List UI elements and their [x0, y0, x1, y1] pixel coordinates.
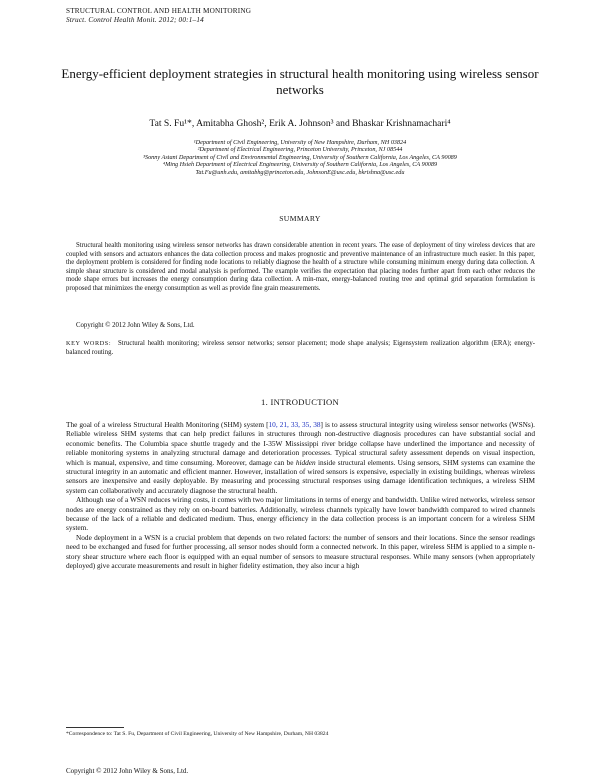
- journal-citation: Struct. Control Health Monit. 2012; 00:1–14: [66, 16, 204, 24]
- summary-heading: SUMMARY: [279, 214, 321, 223]
- paragraph-3: Node deployment in a WSN is a crucial problem that depends on two related factors: the number of sensors and their locations. Since the sensor readings need to be exchanged and fused for further processing, all sensor nodes should form a connected network. In this paper, wireless SHM is applied to a simple n-story shear structure where each floor is equipped with an equal number of sensors to measure structural responses. While many sensors (when appropriately deployed) give accurate measurements and result in higher fidelity estimation, they also incur a high: [66, 532, 535, 571]
- p1-text-b: ] is to assess structural integrity using wireless sensor networks (WSNs). Reliable wireless SHM systems that can help predict failures in structures through non-destructive diagnosis procedures can have substantial social and economic benefits. The Columbia space shuttle tragedy and the I-35W Mississippi river bridge collapse have underlined the importance and necessity of reliable monitoring systems in analyzing structural damage and deterioration processes. Typical structural safety assessment depends on visual inspection, which is manual, expensive, and time consuming. Moreover, damage can be: [66, 420, 535, 467]
- p1-emphasis: hidden: [295, 457, 316, 467]
- introduction-body: [66, 420, 535, 571]
- keywords: [66, 339, 535, 357]
- affiliations: [60, 139, 540, 176]
- author-emails: Tat.Fu@unh.edu, amitabhg@princeton.edu, JohnsonE@usc.edu, bkrishna@usc.edu: [195, 168, 405, 176]
- affiliation-4: ⁴Ming Hsieh Department of Electrical Engineering, University of Southern California, Los Angeles, CA 90089: [162, 161, 438, 169]
- keywords-label: KEY WORDS:: [66, 340, 112, 347]
- journal-header: [66, 7, 251, 24]
- p1-text-a: The goal of a wireless Structural Health Monitoring (SHM) system [: [66, 420, 269, 429]
- keywords-text: Structural health monitoring; wireless sensor networks; sensor placement; mode shape analysis; Eigensystem realization algorithm (ERA); energy-balanced routing.: [66, 340, 535, 357]
- citation-links[interactable]: 10, 21, 33, 35, 38: [268, 420, 321, 429]
- page-copyright: Copyright © 2012 John Wiley & Sons, Ltd.: [66, 767, 189, 775]
- paragraph-1: [66, 420, 535, 495]
- abstract-copyright: Copyright © 2012 John Wiley & Sons, Ltd.: [76, 322, 195, 329]
- affiliation-2: ²Department of Electrical Engineering, Princeton University, Princeton, NJ 08544: [197, 146, 403, 154]
- paper-title: Energy-efficient deployment strategies in structural health monitoring using wireless sensor networks: [61, 66, 539, 97]
- section-heading-introduction: 1. INTRODUCTION: [260, 397, 340, 407]
- abstract-text: Structural health monitoring using wireless sensor networks has drawn considerable attention in recent years. The ease of deployment of tiny wireless devices that are coupled with sensors and actuators enhances the data collection process and makes prognostic and preventive maintenance of an infrastructure much easier. In this paper, the deployment problem is considered for finding node locations to reliably diagnose the health of a structure while consuming minimum energy during data collection. A simple shear structure is considered and modal analysis is performed. The example verifies the expectation that placing nodes further apart from each other reduces the mode shape errors but increases the energy consumption during data collection. A min-max, energy-balanced routing tree and optimal grid separation formulation is proposed that minimizes the energy consumption as well as provide fine grain measurements.: [66, 242, 535, 292]
- author-list: Tat S. Fu¹*, Amitabha Ghosh², Erik A. Johnson³ and Bhaskar Krishnamachari⁴: [149, 118, 451, 129]
- p1-text-c: inside structural elements. Using sensors, SHM systems can examine the structural integrity in an automatic and efficient manner. However, installation of wired sensors is expensive, especially in existing buildings, whereas wireless sensors are inexpensive and easily deployable. By measuring and processing structural responses using damage identification techniques, a wireless SHM system can collaboratively and accurately diagnose the structural health.: [66, 457, 535, 495]
- footnote-rule: [66, 727, 124, 728]
- paragraph-2: Although use of a WSN reduces wiring costs, it comes with two major limitations in terms of energy and bandwidth. Unlike wired networks, wireless sensor nodes are energy constrained as they rely on on-board batteries. Additionally, wireless channels typically have lower bandwidth compared to wired channels because of the lack of a reliable and dedicated medium. Thus, energy efficiency in the data collection process is an important concern for a wireless SHM system.: [66, 495, 535, 533]
- journal-name: STRUCTURAL CONTROL AND HEALTH MONITORING: [66, 7, 252, 15]
- correspondence-footnote: *Correspondence to: Tat S. Fu, Department of Civil Engineering, University of New Hampshire, Durham, NH 03824: [66, 731, 329, 737]
- affiliation-1: ¹Department of Civil Engineering, University of New Hampshire, Durham, NH 03824: [193, 139, 407, 146]
- affiliation-3: ³Sonny Astani Department of Civil and Environmental Engineering, University of Southern California, Los Angeles, CA 90089: [143, 153, 457, 161]
